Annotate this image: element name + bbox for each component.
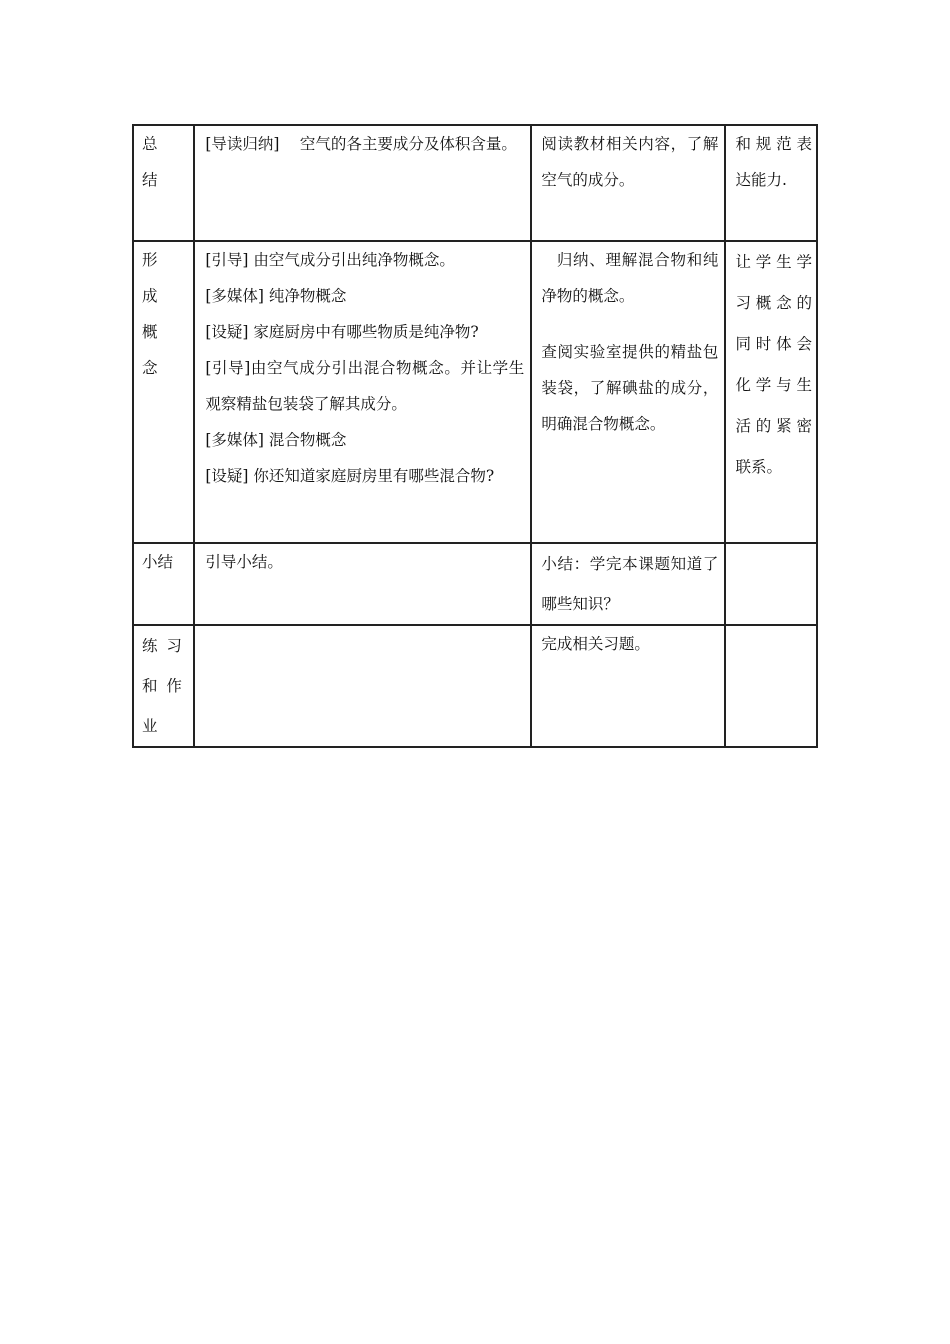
teacher-activity-cell bbox=[194, 125, 531, 241]
stage-cell bbox=[133, 625, 194, 747]
teacher-activity-text: [引导] 由空气成分引出纯净物概念。 bbox=[205, 251, 455, 269]
teacher-activity-text: [多媒体] 混合物概念 bbox=[205, 431, 347, 449]
student-activity-cell bbox=[531, 625, 725, 747]
purpose-text: 和规范表达能力. bbox=[735, 135, 812, 189]
purpose-text: 让学生学习概念的同时体会化学与生活的紧密联系。 bbox=[735, 253, 812, 476]
stage-label: 总 bbox=[142, 135, 176, 153]
teacher-activity-cell bbox=[194, 625, 531, 747]
teacher-activity-text: [多媒体] 纯净物概念 bbox=[205, 287, 347, 305]
stage-cell bbox=[133, 543, 194, 625]
purpose-cell bbox=[725, 543, 817, 625]
student-activity-cell bbox=[531, 125, 725, 241]
student-activity-text: 查阅实验室提供的精盐包装袋，了解碘盐的成分，明确混合物概念。 bbox=[541, 343, 719, 433]
stage-label: 概 bbox=[142, 323, 176, 341]
teacher-activity-text: 引导小结。 bbox=[205, 553, 283, 571]
student-activity-cell bbox=[531, 241, 725, 543]
stage-cell bbox=[133, 125, 194, 241]
student-activity-text: 小结：学完本课题知道了哪些知识？ bbox=[541, 555, 719, 613]
teacher-activity-text: [设疑] 你还知道家庭厨房里有哪些混合物? bbox=[205, 467, 495, 485]
stage-cell bbox=[133, 241, 194, 543]
student-activity-cell bbox=[531, 543, 725, 625]
stage-label: 练 习 bbox=[142, 637, 184, 655]
purpose-cell bbox=[725, 625, 817, 747]
teacher-activity-cell bbox=[194, 241, 531, 543]
stage-label: 成 bbox=[142, 287, 176, 305]
stage-label: 形 bbox=[142, 251, 176, 269]
spacer bbox=[541, 314, 718, 334]
student-activity-text: 归纳、理解混合物和纯净物的概念。 bbox=[541, 251, 719, 305]
table-row-recap bbox=[133, 543, 817, 625]
student-activity-text: 完成相关习题。 bbox=[541, 635, 650, 653]
stage-label: 结 bbox=[142, 171, 176, 189]
student-activity-text: 阅读教材相关内容，了解空气的成分。 bbox=[541, 135, 719, 189]
teacher-activity-text: [导读归纳] 空气的各主要成分及体积含量。 bbox=[205, 135, 517, 153]
teacher-activity-text: [引导]由空气成分引出混合物概念。并让学生观察精盐包装袋了解其成分。 bbox=[205, 359, 525, 413]
table-row-concepts bbox=[133, 241, 817, 543]
stage-label: 和 作 bbox=[142, 677, 184, 695]
stage-label: 小结 bbox=[142, 553, 174, 571]
lesson-plan-table bbox=[132, 124, 818, 748]
table-row-homework bbox=[133, 625, 817, 747]
purpose-cell bbox=[725, 125, 817, 241]
purpose-cell bbox=[725, 241, 817, 543]
teacher-activity-text: [设疑] 家庭厨房中有哪些物质是纯净物? bbox=[205, 323, 479, 341]
teacher-activity-cell bbox=[194, 543, 531, 625]
table-row-summary bbox=[133, 125, 817, 241]
stage-label: 念 bbox=[142, 359, 176, 377]
stage-label: 业 bbox=[142, 717, 160, 735]
